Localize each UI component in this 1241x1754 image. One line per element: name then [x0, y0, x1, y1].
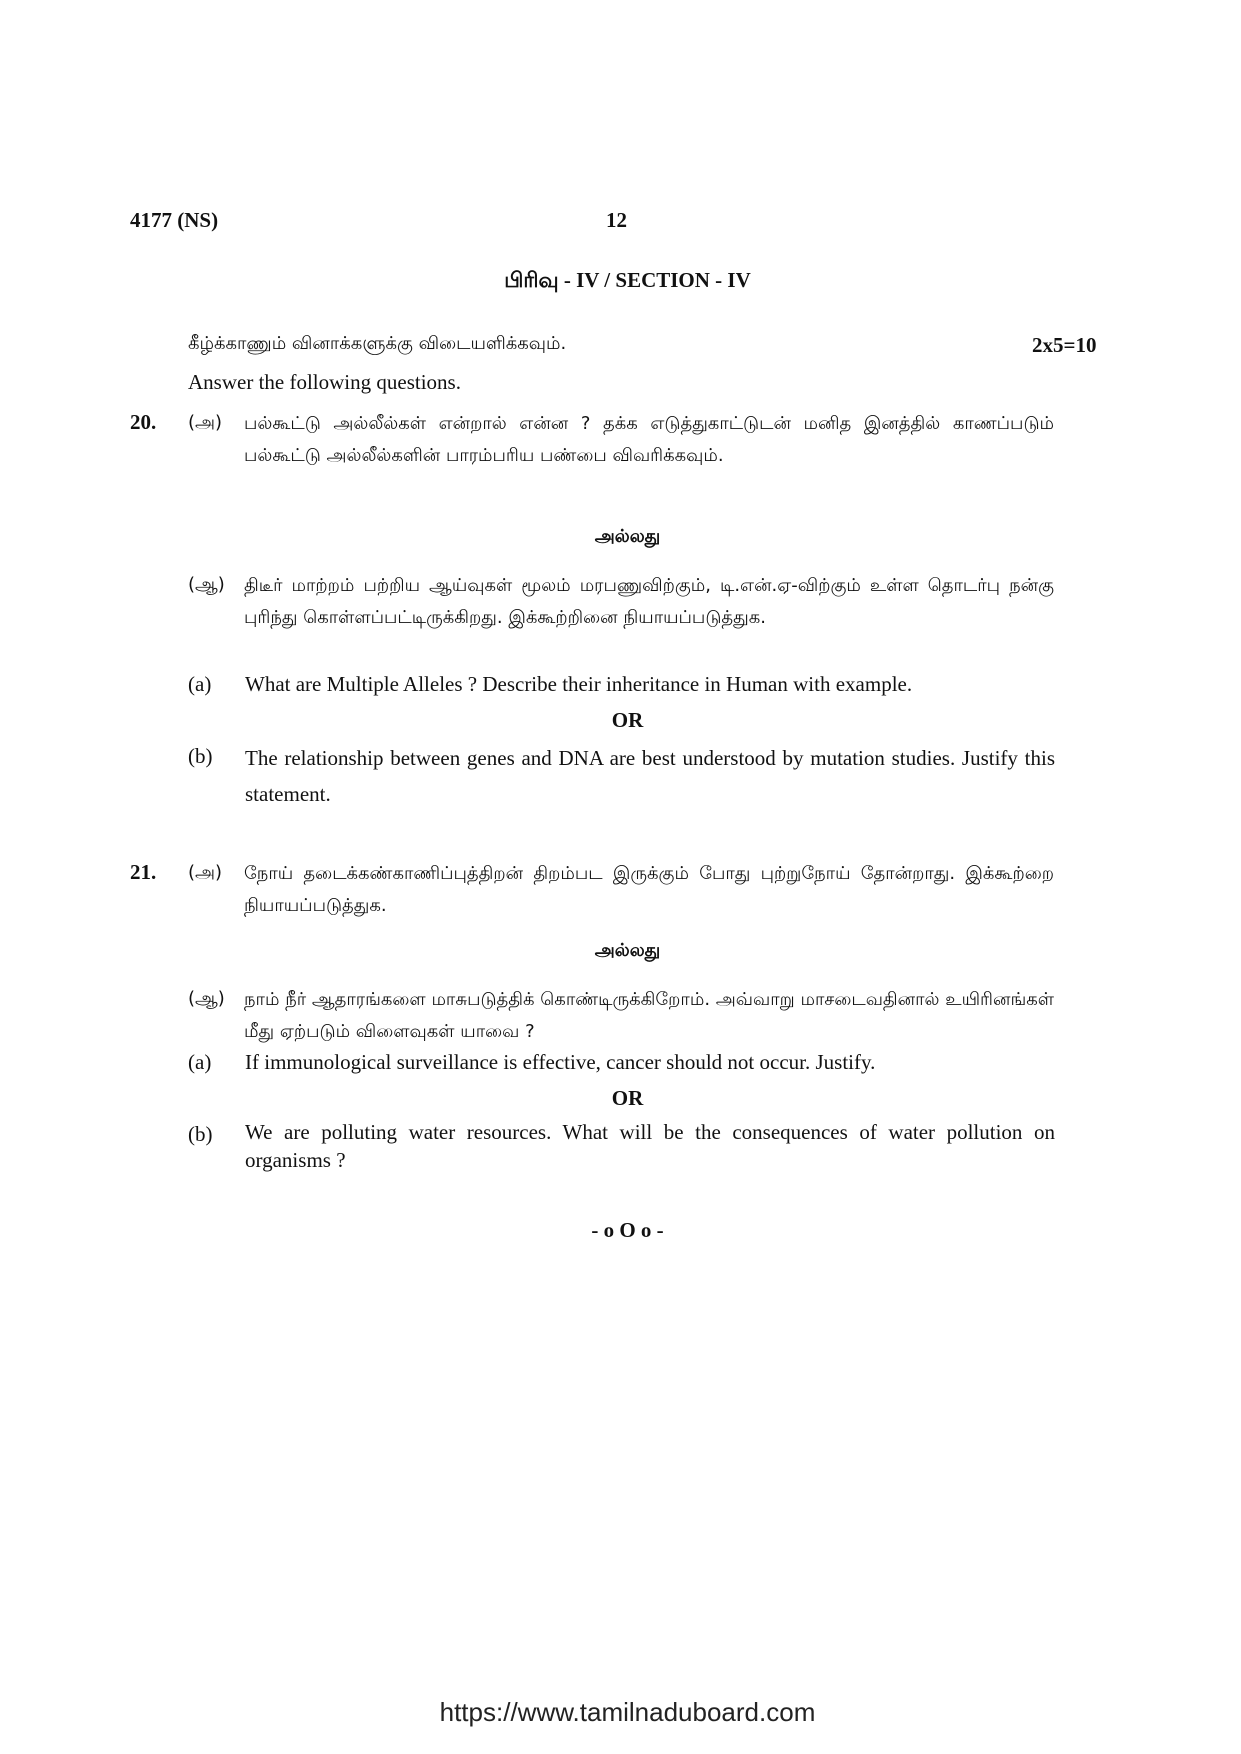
- option-b-label: (b): [188, 744, 213, 768]
- instruction-tamil: கீழ்க்காணும் வினாக்களுக்கு விடையளிக்கவும்.: [188, 333, 567, 354]
- or-separator-english: OR: [611, 1086, 644, 1110]
- option-b-tamil-text: திடீர் மாற்றம் பற்றிய ஆய்வுகள் மூலம் மரபணுவிற்கும், டி.என்.ஏ-விற்கும் உள்ள தொடர்பு நன்கு புரிந்து கொள்ளப்பட்டிருக்கிறது. இக்கூற்றினை நியாயப்படுத்துக.: [244, 575, 1054, 628]
- page-number: 12: [606, 208, 627, 232]
- option-b-tamil-label: (ஆ): [188, 574, 225, 595]
- option-b-tamil-label: (ஆ): [188, 988, 225, 1009]
- or-separator-tamil: அல்லது: [594, 940, 661, 961]
- end-of-paper-mark: - o O o -: [591, 1218, 664, 1242]
- or-separator-tamil: அல்லது: [594, 526, 661, 547]
- option-a-tamil-text: நோய் தடைக்கண்காணிப்புத்திறன் திறம்பட இருக்கும் போது புற்றுநோய் தோன்றாது. இக்கூற்றை நியாயப்படுத்துக.: [244, 863, 1054, 916]
- question-number: 20.: [130, 410, 157, 434]
- option-a-tamil-label: (அ): [188, 862, 223, 883]
- option-a-label: (a): [188, 672, 212, 696]
- section-title: பிரிவு - IV / SECTION - IV: [504, 268, 751, 292]
- option-a-english-text: If immunological surveillance is effective, cancer should not occur. Justify.: [245, 1050, 876, 1074]
- option-b-tamil-text: நாம் நீர் ஆதாரங்களை மாசுபடுத்திக் கொண்டிருக்கிறோம். அவ்வாறு மாசடைவதினால் உயிரினங்கள் மீது ஏற்படும் விளைவுகள் யாவை ?: [244, 989, 1054, 1042]
- option-b-english-text: The relationship between genes and DNA are best understood by mutation studies. Justify this statement.: [245, 746, 1055, 806]
- or-separator-english: OR: [611, 708, 644, 732]
- footer-url[interactable]: https://www.tamilnaduboard.com: [439, 1697, 816, 1727]
- option-a-english-text: What are Multiple Alleles ? Describe their inheritance in Human with example.: [245, 672, 913, 696]
- instruction-english: Answer the following questions.: [188, 370, 461, 394]
- marks-allocation: 2x5=10: [1032, 333, 1097, 357]
- option-b-english-text: We are polluting water resources. What will be the consequences of water pollution on organisms ?: [245, 1120, 1055, 1172]
- question-number: 21.: [130, 860, 157, 884]
- option-b-label: (b): [188, 1122, 213, 1146]
- option-a-label: (a): [188, 1050, 212, 1074]
- option-a-tamil-text: பல்கூட்டு அல்லீல்கள் என்றால் என்ன ? தக்க எடுத்துகாட்டுடன் மனித இனத்தில் காணப்படும் பல்கூட்டு அல்லீல்களின் பாரம்பரிய பண்பை விவரிக்கவும்.: [244, 413, 1054, 466]
- option-a-tamil-label: (அ): [188, 412, 223, 433]
- paper-code: 4177 (NS): [130, 208, 219, 232]
